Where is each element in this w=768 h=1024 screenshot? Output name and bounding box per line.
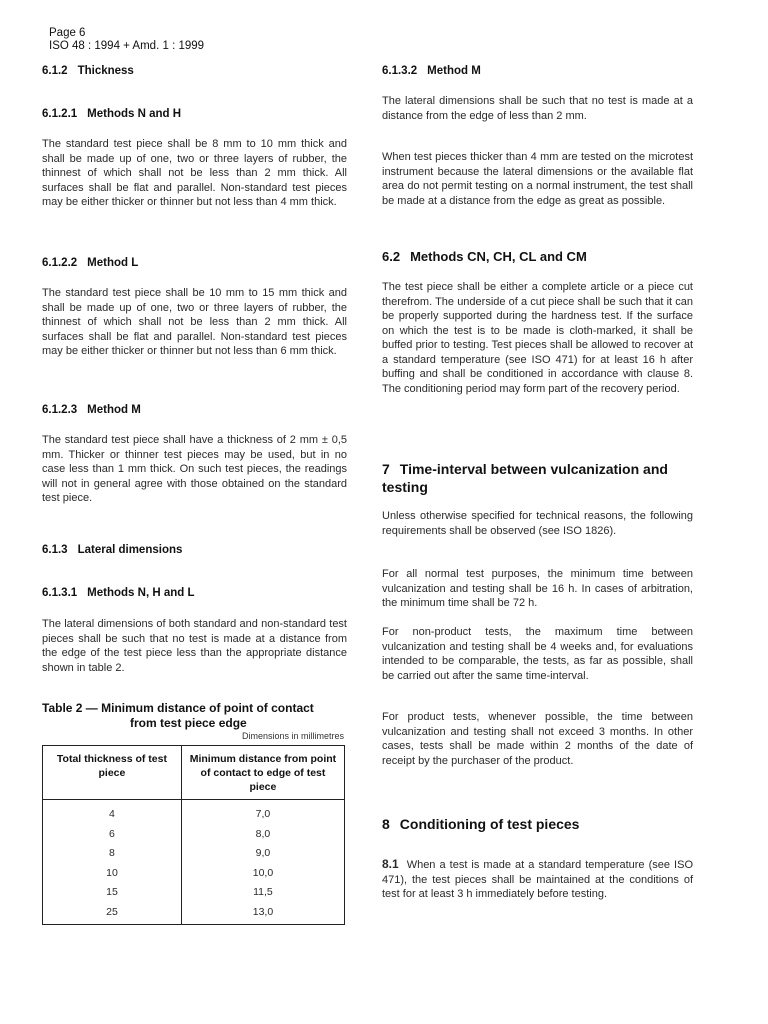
heading-6-1-2-3: 6.1.2.3 Method M [42,404,141,416]
heading-6-1-2-2: 6.1.2.2 Method L [42,257,139,269]
page-number: Page 6 [49,27,86,39]
table-unit-note: Dimensions in millimetres [241,731,344,741]
thickness-cell: 8 [43,844,182,864]
table-row [43,864,345,884]
distance-cell: 7,0 [181,800,344,825]
column-header-thickness: Total thickness of test piece [43,746,182,800]
paragraph-7-c: For non-product tests, the maximum time between vulcanization and testing shall be 4 weeks and, for evaluations intended to be comparable, the tests, as far as possible, shall be carried out after the same time-interval. [382,626,693,682]
heading-6-1-3: 6.1.3 Lateral dimensions [42,544,183,556]
heading-6-1-2: 6.1.2 Thickness [42,65,134,77]
paragraph-7-a: Unless otherwise specified for technical reasons, the following requirements shall be observed (see ISO 1826). [382,510,693,537]
heading-6-1-3-2: 6.1.3.2 Method M [382,65,481,77]
distance-cell: 11,5 [181,883,344,903]
column-header-distance: Minimum distance from point of contact to edge of test piece [181,746,344,800]
paragraph-8-1: 8.1 When a test is made at a standard temperature (see ISO 471), the test pieces shall be maintained at the conditions of test for at least 3 h immediately before testing. [382,857,693,900]
table-header-row [43,746,345,800]
heading-7: 7 Time-interval between vulcanization and testing [382,461,668,495]
distance-cell: 9,0 [181,844,344,864]
paragraph-6-1-2-1: The standard test piece shall be 8 mm to 10 mm thick and shall be made up of one, two or three layers of rubber, the thinnest of which shall not be less than 2 mm thick. All surfaces shall be flat and parallel. Non-standard test pieces may be either thicker or thinner but not less than 4 mm thick. [42,138,347,208]
heading-6-1-2-1: 6.1.2.1 Methods N and H [42,108,182,120]
paragraph-7-b: For all normal test purposes, the minimum time between vulcanization and testing shall be 16 h. In cases of arbitration, the minimum time shall be 72 h. [382,568,693,609]
paragraph-7-d: For product tests, whenever possible, the time between vulcanization and testing shall not exceed 3 months. In other cases, tests shall be made within 2 months of the date of receipt by the purchaser of the product. [382,711,693,767]
table-row [43,844,345,864]
table-row [43,800,345,825]
distance-cell: 8,0 [181,825,344,845]
table-row [43,903,345,925]
thickness-cell: 15 [43,883,182,903]
table-row [43,883,345,903]
table-row [43,825,345,845]
paragraph-6-2: The test piece shall be either a complete article or a piece cut therefrom. The underside of a cut piece shall be such that it can be properly supported during the hardness test. If the surface on which the test is to be made is cloth-marked, it shall be buffed prior to testing. Test pieces shall be allowed to recover at a standard temperature (see ISO 471) for at least 16 h after buffing and shall be conditioned in accordance with clause 8. The conditioning period may form part of the recovery period. [382,281,693,395]
paragraph-6-1-3-1: The lateral dimensions of both standard and non-standard test pieces shall be such that no test is made at a distance from the edge of the test piece less than the appropriate distance shown in table 2. [42,618,347,674]
table-caption: Table 2 — Minimum distance of point of contact from test piece edge [42,701,314,730]
page-header [49,27,204,53]
heading-6-1-3-1: 6.1.3.1 Methods N, H and L [42,587,195,599]
paragraph-6-1-3-2-b: When test pieces thicker than 4 mm are tested on the microtest instrument because the lateral dimensions or the available flat area do not permit testing on a normal instrument, the test shall be made at a distance from the edge as great as possible. [382,151,693,207]
distance-table [42,745,345,925]
thickness-cell: 25 [43,903,182,925]
heading-6-2: 6.2 Methods CN, CH, CL and CM [382,249,587,264]
distance-cell: 10,0 [181,864,344,884]
thickness-cell: 6 [43,825,182,845]
paragraph-6-1-2-3: The standard test piece shall have a thickness of 2 mm ± 0,5 mm. Thicker or thinner test pieces may be used, but in no case less than 1 mm thick. On such test pieces, the readings will not in general agree with those obtained on the standard test piece. [42,434,347,504]
paragraph-6-1-3-2-a: The lateral dimensions shall be such that no test is made at a distance from the edge of less than 2 mm. [382,95,693,122]
paragraph-6-1-2-2: The standard test piece shall be 10 mm to 15 mm thick and shall be made up of one, two or three layers of rubber, the thinnest of which shall not be less than 2 mm thick. All surfaces shall be flat and parallel. Non-standard test pieces may be either thicker or thinner but not less than 6 mm thick. [42,287,347,357]
heading-8: 8 Conditioning of test pieces [382,816,580,832]
distance-cell: 13,0 [181,903,344,925]
thickness-cell: 4 [43,800,182,825]
standard-reference: ISO 48 : 1994 + Amd. 1 : 1999 [49,40,205,52]
thickness-cell: 10 [43,864,182,884]
